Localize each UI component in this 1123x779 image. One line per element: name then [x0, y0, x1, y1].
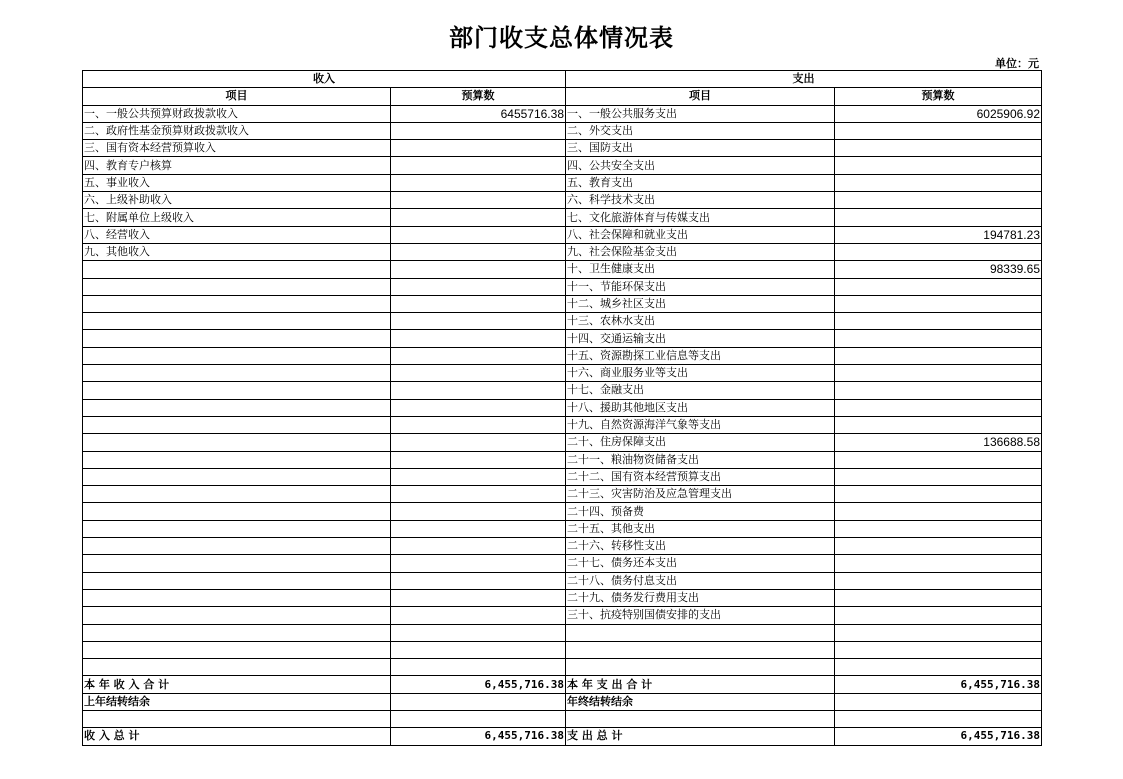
year-total-row: [83, 676, 1042, 693]
table-row: [83, 434, 1042, 451]
table-row: [83, 503, 1042, 520]
income-item-cell: [83, 434, 391, 451]
expense-section-header: 支出: [566, 71, 1042, 88]
expense-amount-cell: [835, 416, 1042, 433]
income-item-cell: [83, 538, 391, 555]
expense-item-cell: 三、国防支出: [566, 140, 835, 157]
income-section-header: 收入: [83, 71, 566, 88]
table-row: [83, 382, 1042, 399]
expense-amount-cell: [835, 295, 1042, 312]
income-amount-cell: [391, 641, 566, 658]
table-row: [83, 192, 1042, 209]
income-item-cell: [83, 624, 391, 641]
total-income-value: 6,455,716.38: [391, 728, 566, 745]
expense-item-cell: 十二、城乡社区支出: [566, 295, 835, 312]
expense-item-cell: 二十八、债务付息支出: [566, 572, 835, 589]
expense-item-cell: 十七、金融支出: [566, 382, 835, 399]
expense-amount-cell: [835, 122, 1042, 139]
expense-item-cell: 十、卫生健康支出: [566, 261, 835, 278]
table-row: [83, 589, 1042, 606]
table-row: [83, 209, 1042, 226]
table-row: [83, 555, 1042, 572]
income-item-cell: 八、经营收入: [83, 226, 391, 243]
spacer-cell: [835, 710, 1042, 727]
expense-amount-cell: [835, 365, 1042, 382]
expense-amount-cell: [835, 313, 1042, 330]
income-item-cell: [83, 330, 391, 347]
table-row: [83, 468, 1042, 485]
expense-item-cell: 二十九、债务发行费用支出: [566, 589, 835, 606]
expense-item-cell: 十三、农林水支出: [566, 313, 835, 330]
income-item-cell: [83, 416, 391, 433]
expense-amount-cell: [835, 157, 1042, 174]
expense-item-cell: 二十四、预备费: [566, 503, 835, 520]
income-amount-cell: [391, 365, 566, 382]
end-balance-value: [835, 693, 1042, 710]
expense-amount-cell: 136688.58: [835, 434, 1042, 451]
expense-item-cell: 一、一般公共服务支出: [566, 105, 835, 122]
expense-amount-cell: 6025906.92: [835, 105, 1042, 122]
income-item-cell: 三、国有资本经营预算收入: [83, 140, 391, 157]
income-amount-cell: [391, 140, 566, 157]
income-amount-cell: [391, 122, 566, 139]
expense-item-cell: 十九、自然资源海洋气象等支出: [566, 416, 835, 433]
income-amount-cell: [391, 382, 566, 399]
expense-amount-cell: [835, 624, 1042, 641]
table-row: [83, 295, 1042, 312]
table-row: [83, 416, 1042, 433]
income-item-cell: [83, 365, 391, 382]
grand-total-row: [83, 728, 1042, 745]
income-amount-cell: [391, 468, 566, 485]
income-item-cell: [83, 486, 391, 503]
table-row: [83, 641, 1042, 658]
expense-amount-cell: 194781.23: [835, 226, 1042, 243]
table-row: [83, 174, 1042, 191]
table-row: [83, 486, 1042, 503]
expense-amount-cell: [835, 468, 1042, 485]
income-item-cell: 九、其他收入: [83, 243, 391, 260]
expense-amount-cell: [835, 192, 1042, 209]
income-item-cell: 一、一般公共预算财政拨款收入: [83, 105, 391, 122]
table-row: [83, 538, 1042, 555]
income-amount-cell: [391, 174, 566, 191]
expense-item-cell: 三十、抗疫特别国债安排的支出: [566, 607, 835, 624]
table-row: [83, 624, 1042, 641]
income-item-cell: [83, 555, 391, 572]
expense-amount-cell: [835, 451, 1042, 468]
column-header-row: [83, 88, 1042, 105]
income-item-cell: [83, 313, 391, 330]
table-row: [83, 243, 1042, 260]
income-item-cell: 五、事业收入: [83, 174, 391, 191]
expense-item-cell: 二十三、灾害防治及应急管理支出: [566, 486, 835, 503]
expense-amount-cell: [835, 503, 1042, 520]
expense-item-cell: 十八、援助其他地区支出: [566, 399, 835, 416]
income-amount-cell: [391, 486, 566, 503]
table-row: [83, 572, 1042, 589]
table-row: [83, 451, 1042, 468]
income-budget-header: 预算数: [391, 88, 566, 105]
income-item-cell: [83, 641, 391, 658]
income-item-cell: [83, 382, 391, 399]
expense-amount-cell: [835, 330, 1042, 347]
year-income-label: 本 年 收 入 合 计: [83, 676, 391, 693]
expense-item-cell: 四、公共安全支出: [566, 157, 835, 174]
prev-balance-label: 上年结转结余: [83, 693, 391, 710]
income-item-cell: [83, 520, 391, 537]
expense-amount-cell: [835, 278, 1042, 295]
table-row: [83, 659, 1042, 676]
income-item-header: 项目: [83, 88, 391, 105]
table-row: [83, 365, 1042, 382]
expense-item-cell: [566, 641, 835, 658]
income-item-cell: 七、附属单位上级收入: [83, 209, 391, 226]
spacer-cell: [391, 710, 566, 727]
income-amount-cell: [391, 572, 566, 589]
expense-item-cell: 十五、资源勘探工业信息等支出: [566, 347, 835, 364]
expense-amount-cell: [835, 572, 1042, 589]
income-amount-cell: [391, 399, 566, 416]
expense-amount-cell: [835, 174, 1042, 191]
expense-item-cell: [566, 624, 835, 641]
income-item-cell: [83, 399, 391, 416]
expense-item-cell: 二、外交支出: [566, 122, 835, 139]
expense-item-cell: 六、科学技术支出: [566, 192, 835, 209]
income-amount-cell: 6455716.38: [391, 105, 566, 122]
income-amount-cell: [391, 451, 566, 468]
expense-item-cell: 七、文化旅游体育与传媒支出: [566, 209, 835, 226]
table-row: [83, 330, 1042, 347]
income-amount-cell: [391, 243, 566, 260]
income-item-cell: 二、政府性基金预算财政拨款收入: [83, 122, 391, 139]
income-amount-cell: [391, 555, 566, 572]
income-amount-cell: [391, 538, 566, 555]
income-amount-cell: [391, 261, 566, 278]
income-item-cell: [83, 503, 391, 520]
table-row: [83, 140, 1042, 157]
page-title: 部门收支总体情况表: [449, 24, 674, 52]
expense-item-cell: 二十五、其他支出: [566, 520, 835, 537]
income-item-cell: [83, 659, 391, 676]
income-item-cell: [83, 295, 391, 312]
table-row: [83, 347, 1042, 364]
income-amount-cell: [391, 520, 566, 537]
income-item-cell: [83, 468, 391, 485]
income-item-cell: 四、教育专户核算: [83, 157, 391, 174]
expense-amount-cell: [835, 399, 1042, 416]
income-amount-cell: [391, 589, 566, 606]
expense-amount-cell: [835, 641, 1042, 658]
income-amount-cell: [391, 278, 566, 295]
income-item-cell: [83, 589, 391, 606]
year-expense-value: 6,455,716.38: [835, 676, 1042, 693]
expense-item-cell: 十四、交通运输支出: [566, 330, 835, 347]
expense-amount-cell: [835, 243, 1042, 260]
total-expense-label: 支 出 总 计: [566, 728, 835, 745]
total-expense-value: 6,455,716.38: [835, 728, 1042, 745]
table-row: [83, 261, 1042, 278]
expense-item-cell: 二十七、债务还本支出: [566, 555, 835, 572]
expense-item-header: 项目: [566, 88, 835, 105]
end-balance-label: 年终结转结余: [566, 693, 835, 710]
expense-item-cell: 二十、住房保障支出: [566, 434, 835, 451]
table-row: [83, 122, 1042, 139]
table-row: [83, 520, 1042, 537]
income-amount-cell: [391, 157, 566, 174]
income-amount-cell: [391, 330, 566, 347]
spacer-row: [83, 710, 1042, 727]
expense-amount-cell: [835, 659, 1042, 676]
spacer-cell: [566, 710, 835, 727]
expense-amount-cell: [835, 209, 1042, 226]
income-item-cell: [83, 607, 391, 624]
income-amount-cell: [391, 503, 566, 520]
expense-amount-cell: [835, 589, 1042, 606]
spacer-cell: [83, 710, 391, 727]
unit-label: 单位：元: [995, 57, 1039, 70]
table-row: [83, 399, 1042, 416]
expense-item-cell: [566, 659, 835, 676]
expense-amount-cell: [835, 607, 1042, 624]
table-row: [83, 226, 1042, 243]
income-amount-cell: [391, 226, 566, 243]
income-amount-cell: [391, 416, 566, 433]
table-row: [83, 607, 1042, 624]
expense-amount-cell: 98339.65: [835, 261, 1042, 278]
expense-item-cell: 十一、节能环保支出: [566, 278, 835, 295]
expense-amount-cell: [835, 347, 1042, 364]
income-amount-cell: [391, 192, 566, 209]
income-amount-cell: [391, 659, 566, 676]
income-item-cell: [83, 261, 391, 278]
expense-amount-cell: [835, 486, 1042, 503]
income-item-cell: [83, 278, 391, 295]
table-row: [83, 105, 1042, 122]
balance-row: [83, 693, 1042, 710]
budget-table: [82, 70, 1042, 746]
income-amount-cell: [391, 313, 566, 330]
table-row: [83, 278, 1042, 295]
income-amount-cell: [391, 434, 566, 451]
income-item-cell: 六、上级补助收入: [83, 192, 391, 209]
income-item-cell: [83, 451, 391, 468]
total-income-label: 收 入 总 计: [83, 728, 391, 745]
expense-amount-cell: [835, 555, 1042, 572]
expense-item-cell: 二十一、粮油物资储备支出: [566, 451, 835, 468]
expense-item-cell: 五、教育支出: [566, 174, 835, 191]
income-amount-cell: [391, 607, 566, 624]
expense-amount-cell: [835, 140, 1042, 157]
expense-amount-cell: [835, 382, 1042, 399]
expense-item-cell: 二十六、转移性支出: [566, 538, 835, 555]
expense-item-cell: 十六、商业服务业等支出: [566, 365, 835, 382]
section-header-row: [83, 71, 1042, 88]
income-item-cell: [83, 347, 391, 364]
expense-item-cell: 二十二、国有资本经营预算支出: [566, 468, 835, 485]
expense-budget-header: 预算数: [835, 88, 1042, 105]
income-amount-cell: [391, 347, 566, 364]
year-expense-label: 本 年 支 出 合 计: [566, 676, 835, 693]
income-amount-cell: [391, 295, 566, 312]
table-row: [83, 313, 1042, 330]
prev-balance-value: [391, 693, 566, 710]
income-amount-cell: [391, 209, 566, 226]
expense-item-cell: 九、社会保险基金支出: [566, 243, 835, 260]
year-income-value: 6,455,716.38: [391, 676, 566, 693]
table-row: [83, 157, 1042, 174]
expense-amount-cell: [835, 538, 1042, 555]
expense-item-cell: 八、社会保障和就业支出: [566, 226, 835, 243]
income-item-cell: [83, 572, 391, 589]
income-amount-cell: [391, 624, 566, 641]
expense-amount-cell: [835, 520, 1042, 537]
